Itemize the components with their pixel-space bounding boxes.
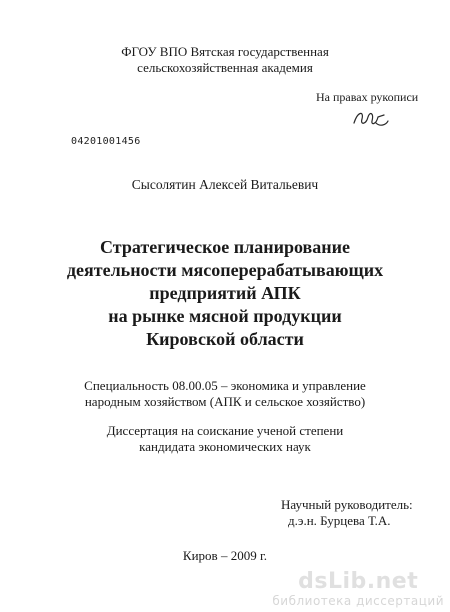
- degree-line-2: кандидата экономических наук: [139, 439, 311, 454]
- watermark-brand: dsLib.net: [298, 569, 419, 594]
- title-line-5: Кировской области: [146, 329, 304, 349]
- title-line-4: на рынке мясной продукции: [108, 306, 342, 326]
- site-watermark: [272, 570, 444, 608]
- supervisor-name: д.э.н. Бурцева Т.А.: [288, 513, 391, 528]
- watermark-subtitle: библиотека диссертаций: [272, 594, 444, 608]
- organization-line-2: сельскохозяйственная академия: [137, 60, 313, 75]
- organization-line-1: ФГОУ ВПО Вятская государственная: [121, 44, 329, 59]
- title-line-2: деятельности мясоперерабатывающих: [66, 260, 384, 280]
- specialty-line-2: народным хозяйством (АПК и сельское хозяйство): [84, 394, 366, 409]
- author-name: Сысолятин Алексей Витальевич: [131, 177, 319, 192]
- supervisor-label: Научный руководитель:: [281, 497, 413, 512]
- title-line-1: Стратегическое планирование: [100, 237, 350, 257]
- handwritten-signature: [350, 105, 390, 131]
- specialty-line-1: Специальность 08.00.05 – экономика и управление: [84, 378, 366, 393]
- archive-number: 04201001456: [71, 136, 141, 147]
- degree-line-1: Диссертация на соискание ученой степени: [106, 423, 344, 438]
- title-line-3: предприятий АПК: [149, 283, 301, 303]
- manuscript-rights-note: На правах рукописи: [316, 90, 419, 104]
- city-year: Киров – 2009 г.: [182, 548, 268, 563]
